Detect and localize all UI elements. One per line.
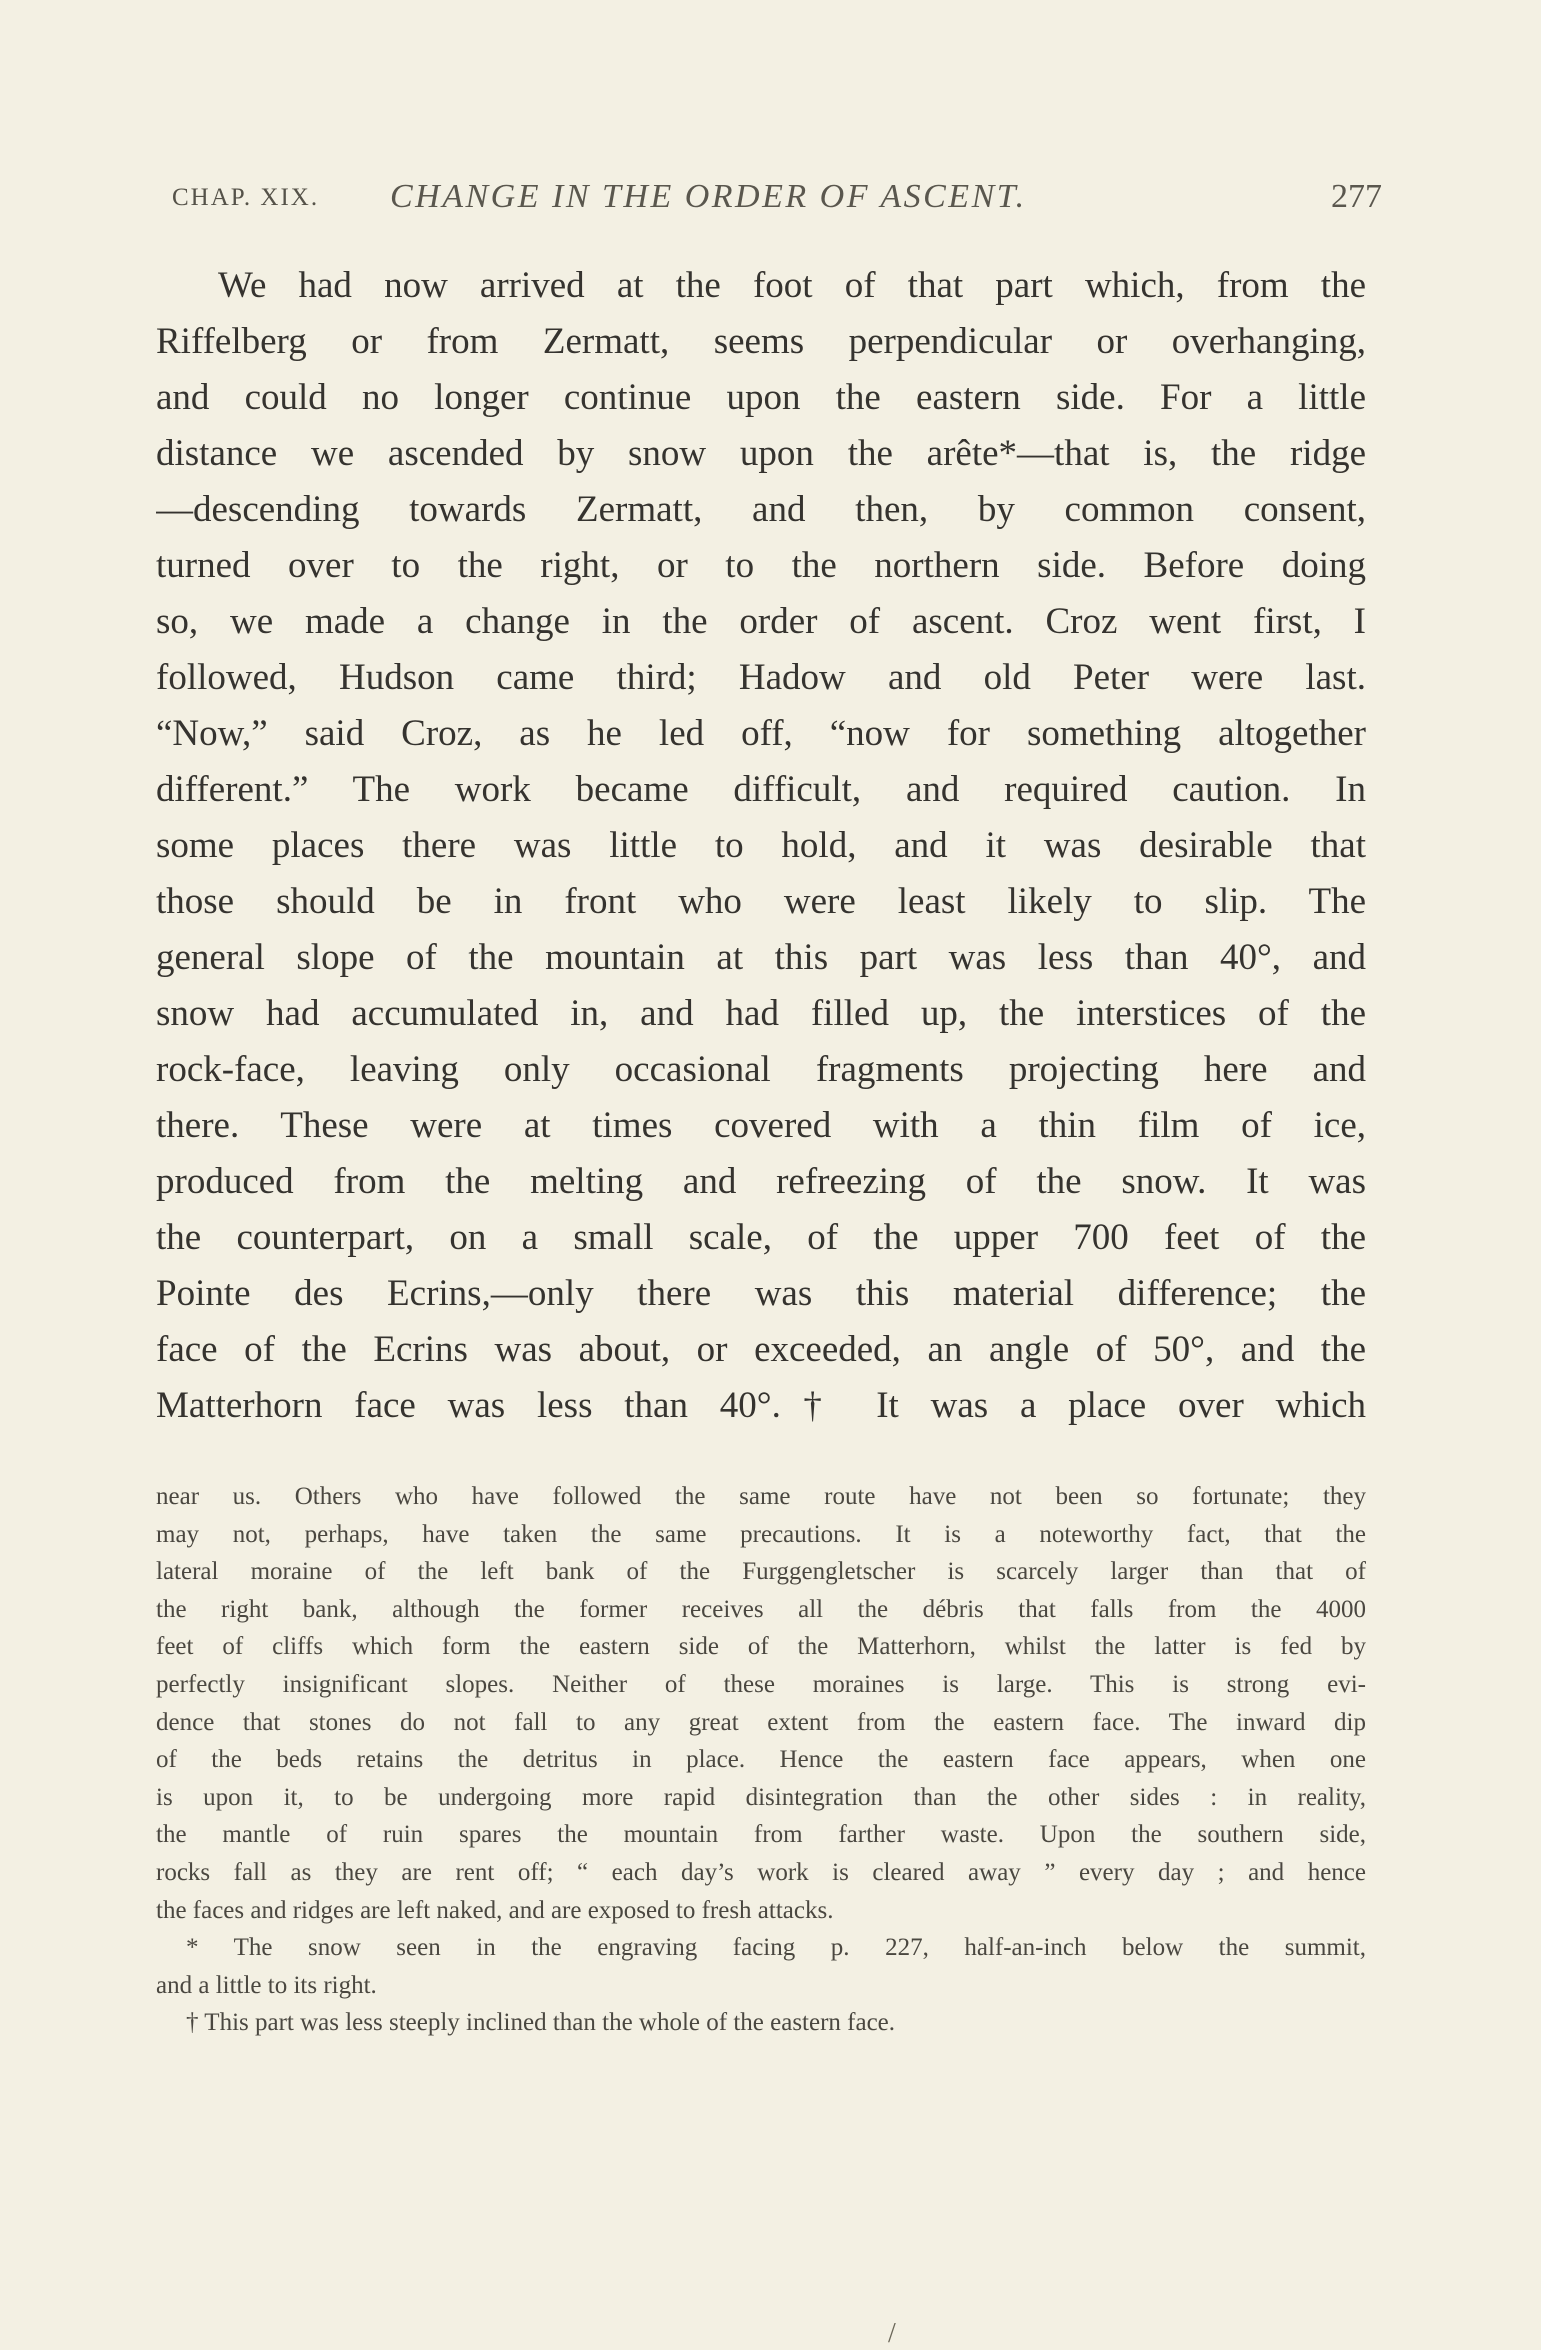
body-line: some places there was little to hold, and it was desirable that — [156, 825, 1366, 866]
body-line: Matterhorn face was less than 40°.† It was a place over which — [156, 1385, 1366, 1426]
footnote-dagger: † This part was less steeply inclined than the whole of the eastern face. — [186, 2009, 896, 2037]
body-line: there. These were at times covered with a thin film of ice, — [156, 1105, 1366, 1146]
footnote-line: the faces and ridges are left naked, and are exposed to fresh attacks. — [156, 1896, 834, 1924]
stray-mark: / — [888, 2318, 896, 2349]
footnote-line: dence that stones do not fall to any great extent from the eastern face. The inward dip — [156, 1708, 1366, 1736]
body-line: general slope of the mountain at this part was less than 40°, and — [156, 937, 1366, 978]
body-line: snow had accumulated in, and had filled up, the interstices of the — [156, 993, 1366, 1034]
page-header-title: CHANGE IN THE ORDER OF ASCENT. — [390, 178, 1027, 215]
footnote-line: is upon it, to be undergoing more rapid disintegration than the other sides : in reality, — [156, 1783, 1366, 1811]
body-line: produced from the melting and refreezing of the snow. It was — [156, 1161, 1366, 1202]
body-line: so, we made a change in the order of ascent. Croz went first, I — [156, 601, 1366, 642]
footnote-line: perfectly insignificant slopes. Neither of these moraines is large. This is strong evi- — [156, 1670, 1366, 1698]
running-head — [172, 178, 1382, 228]
body-line: Pointe des Ecrins,—only there was this material difference; the — [156, 1273, 1366, 1314]
body-line: followed, Hudson came third; Hadow and old Peter were last. — [156, 657, 1366, 698]
main-paragraph — [156, 258, 1366, 1434]
footnote-line: rocks fall as they are rent off; “ each day’s work is cleared away ” every day ; and hence — [156, 1858, 1366, 1886]
body-line: “Now,” said Croz, as he led off, “now for something altogether — [156, 713, 1366, 754]
body-line: face of the Ecrins was about, or exceeded, an angle of 50°, and the — [156, 1329, 1366, 1370]
body-line: Riffelberg or from Zermatt, seems perpendicular or overhanging, — [156, 321, 1366, 362]
footnote-line: near us. Others who have followed the same route have not been so fortunate; they — [156, 1483, 1366, 1510]
body-line: —descending towards Zermatt, and then, by common consent, — [156, 489, 1366, 530]
footnote-line: may not, perhaps, have taken the same precautions. It is a noteworthy fact, that the — [156, 1520, 1366, 1548]
body-line: distance we ascended by snow upon the arête*—that is, the ridge — [156, 433, 1366, 474]
body-line: those should be in front who were least likely to slip. The — [156, 881, 1366, 922]
body-line: rock-face, leaving only occasional fragments projecting here and — [156, 1049, 1366, 1090]
footnote-line: lateral moraine of the left bank of the Furggengletscher is scarcely larger than that of — [156, 1558, 1366, 1586]
body-line: the counterpart, on a small scale, of the upper 700 feet of the — [156, 1217, 1366, 1258]
footnote-line: the mantle of ruin spares the mountain from farther waste. Upon the southern side, — [156, 1821, 1366, 1849]
page-number: 277 — [1331, 178, 1382, 215]
footnote-star-line: and a little to its right. — [156, 1971, 377, 1999]
footnote-line: feet of cliffs which form the eastern side of the Matterhorn, whilst the latter is fed by — [156, 1633, 1366, 1661]
body-line: and could no longer continue upon the eastern side. For a little — [156, 377, 1366, 418]
footnote-line: of the beds retains the detritus in place. Hence the eastern face appears, when one — [156, 1746, 1366, 1774]
body-line: different.” The work became difficult, and required caution. In — [156, 769, 1366, 810]
footnote-line: the right bank, although the former receives all the débris that falls from the 4000 — [156, 1595, 1366, 1623]
chapter-label: CHAP. XIX. — [172, 184, 320, 211]
body-line: turned over to the right, or to the northern side. Before doing — [156, 545, 1366, 586]
footnotes — [156, 1478, 1366, 2042]
footnote-star-line: * The snow seen in the engraving facing p. 227, half-an-inch below the summit, — [186, 1934, 1366, 1962]
body-line: We had now arrived at the foot of that part which, from the — [218, 265, 1366, 306]
